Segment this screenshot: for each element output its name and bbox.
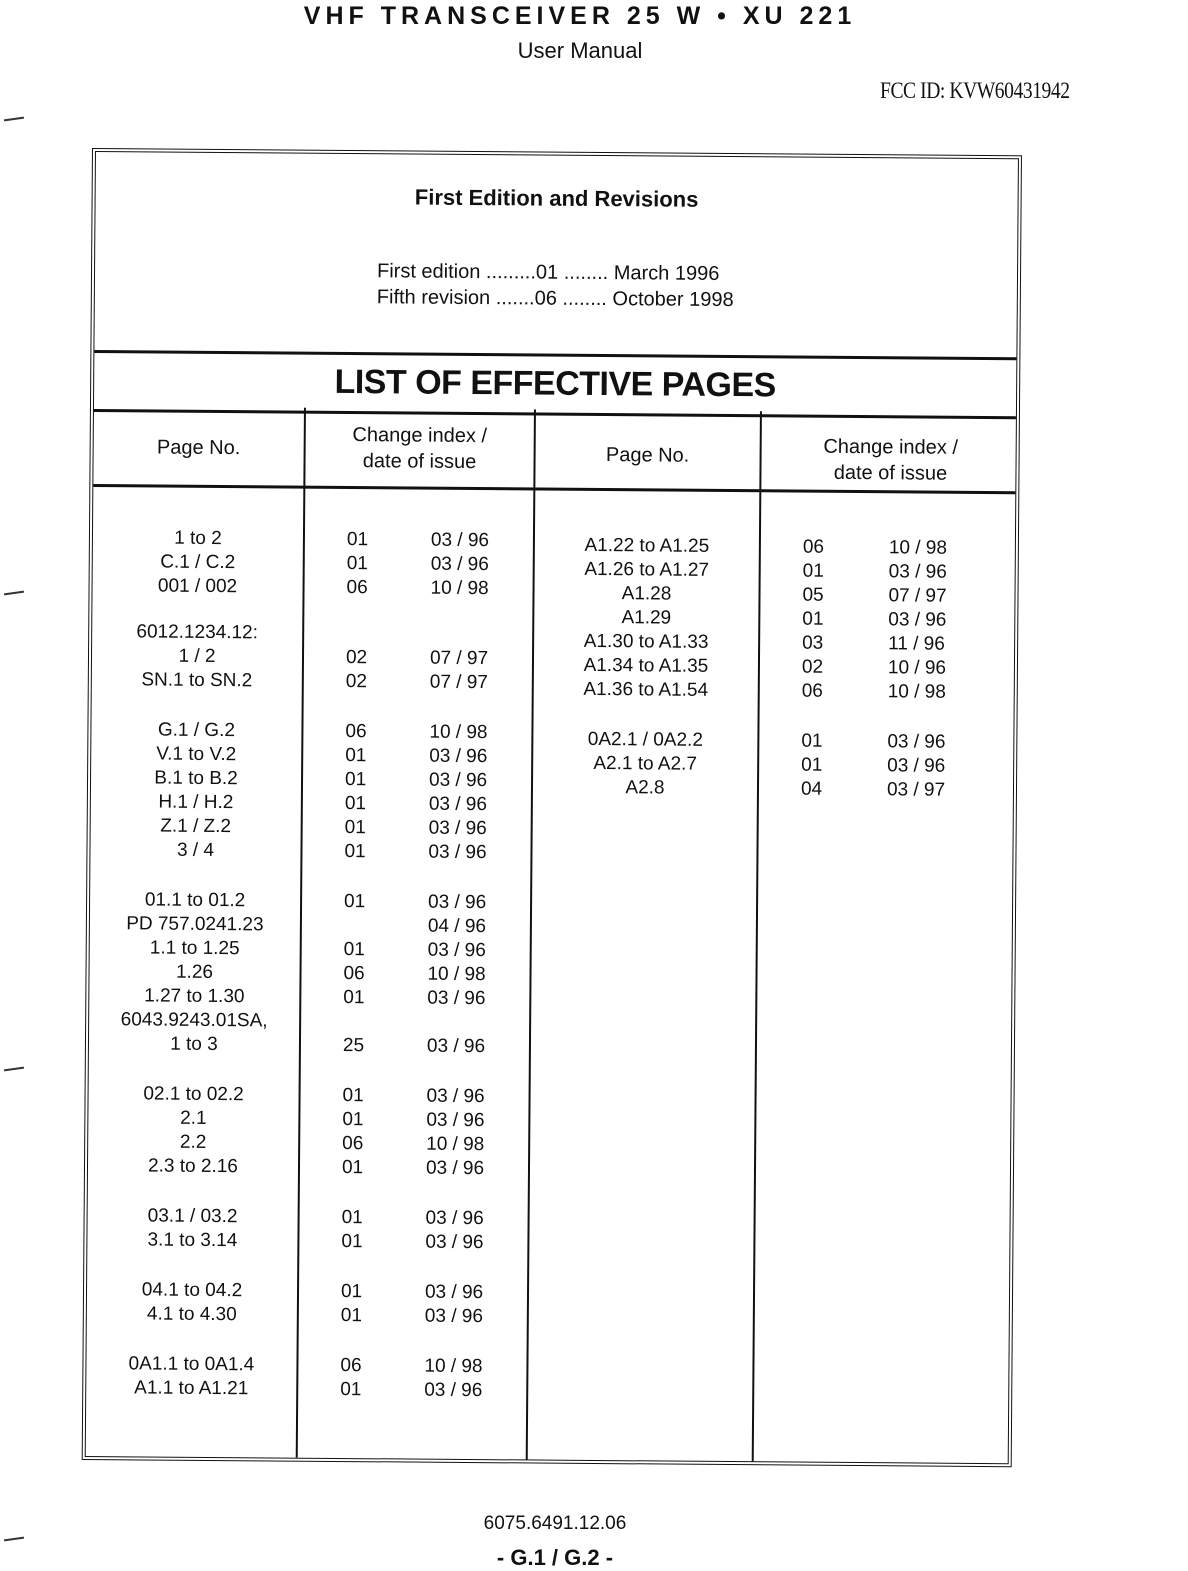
fcc-id: FCC ID: KVW60431942 bbox=[880, 78, 1070, 104]
left-entry-date: 03 / 96 bbox=[431, 553, 511, 578]
left-entry-date: 03 / 96 bbox=[426, 1085, 506, 1110]
revisions-heading: First Edition and Revisions bbox=[96, 182, 1018, 215]
left-entry-idx: 01 bbox=[341, 1230, 381, 1254]
left-entry-page: 1.1 to 1.25 bbox=[90, 936, 300, 962]
left-entry-page: PD 757.0241.23 bbox=[90, 912, 300, 938]
list-heading-box bbox=[94, 350, 1016, 419]
left-entry-date: 10 / 98 bbox=[424, 1355, 504, 1380]
right-entry-page: A1.28 bbox=[534, 581, 758, 607]
left-entry-page: B.1 to B.2 bbox=[91, 766, 301, 792]
left-entry-date: 03 / 96 bbox=[425, 1305, 505, 1330]
left-entry-idx: 01 bbox=[344, 938, 384, 962]
left-entry-idx: 01 bbox=[344, 890, 384, 914]
left-entry-date: 03 / 96 bbox=[429, 817, 509, 842]
left-entry-date: 03 / 96 bbox=[424, 1379, 504, 1404]
left-entry-date: 03 / 96 bbox=[426, 1109, 506, 1134]
left-entry-idx: 01 bbox=[345, 816, 385, 840]
left-entry-page: 03.1 / 03.2 bbox=[88, 1204, 298, 1230]
right-entry-idx: 05 bbox=[802, 584, 842, 608]
column-header-change-left: Change index / date of issue bbox=[305, 422, 533, 476]
right-entry-idx: 01 bbox=[803, 560, 843, 584]
left-entry-idx: 01 bbox=[347, 528, 387, 552]
revisions-section bbox=[94, 152, 1018, 357]
left-entry-idx: 01 bbox=[342, 1206, 382, 1230]
left-entry-date: 03 / 96 bbox=[431, 529, 511, 554]
left-entry-page: H.1 / H.2 bbox=[91, 790, 301, 816]
left-entry-date: 03 / 96 bbox=[429, 793, 509, 818]
right-entry-idx: 02 bbox=[802, 656, 842, 680]
right-entry-date: 11 / 96 bbox=[888, 632, 968, 657]
right-entry-idx: 06 bbox=[803, 536, 843, 560]
left-entry-date: 10 / 98 bbox=[427, 963, 507, 988]
left-entry-date: 03 / 96 bbox=[429, 769, 509, 794]
left-entry-page: 001 / 002 bbox=[92, 574, 302, 600]
left-entry-page: 4.1 to 4.30 bbox=[87, 1302, 297, 1328]
right-entry-date: 10 / 96 bbox=[888, 656, 968, 681]
left-entry-page: 0A1.1 to 0A1.4 bbox=[86, 1352, 296, 1378]
first-edition-line: First edition .........01 ........ March 1996 bbox=[377, 260, 720, 286]
right-entry-page: A2.8 bbox=[533, 775, 757, 801]
left-entry-page: V.1 to V.2 bbox=[91, 742, 301, 768]
margin-mark bbox=[4, 1537, 24, 1542]
left-entry-date: 03 / 96 bbox=[428, 939, 508, 964]
list-heading: LIST OF EFFECTIVE PAGES bbox=[94, 361, 1016, 407]
right-entry-date: 10 / 98 bbox=[888, 680, 968, 705]
left-entry-date: 03 / 96 bbox=[426, 1207, 506, 1232]
right-entry-page: A1.30 to A1.33 bbox=[534, 629, 758, 655]
left-entry-page: 1.27 to 1.30 bbox=[89, 984, 299, 1010]
left-entry-date bbox=[430, 623, 510, 624]
column-header-page-right: Page No. bbox=[536, 441, 760, 469]
left-entry-page: G.1 / G.2 bbox=[91, 718, 301, 744]
left-entry-page: 1 / 2 bbox=[92, 644, 302, 670]
left-entry-idx: 01 bbox=[342, 1108, 382, 1132]
left-entry-page: 3.1 to 3.14 bbox=[87, 1228, 297, 1254]
right-entry-idx: 01 bbox=[802, 608, 842, 632]
left-entry-date: 03 / 96 bbox=[428, 891, 508, 916]
left-entry-page: 1 to 3 bbox=[89, 1032, 299, 1058]
left-entry-page: 02.1 to 02.2 bbox=[88, 1082, 298, 1108]
left-entry-idx: 06 bbox=[343, 962, 383, 986]
left-entry-page: 1.26 bbox=[89, 960, 299, 986]
left-entry-idx: 01 bbox=[343, 986, 383, 1010]
left-entry-idx: 02 bbox=[346, 670, 386, 694]
left-entry-idx: 01 bbox=[345, 792, 385, 816]
margin-mark bbox=[4, 1067, 24, 1072]
left-entry-page: 2.3 to 2.16 bbox=[88, 1154, 298, 1180]
left-entry-idx: 01 bbox=[347, 552, 387, 576]
left-entry-date: 10 / 98 bbox=[429, 721, 509, 746]
right-entry-idx: 06 bbox=[802, 680, 842, 704]
left-entry-page: SN.1 to SN.2 bbox=[92, 668, 302, 694]
left-entry-date: 03 / 96 bbox=[429, 745, 509, 770]
left-entry-idx: 01 bbox=[342, 1084, 382, 1108]
left-entry-idx: 01 bbox=[344, 840, 384, 864]
right-entry-idx: 04 bbox=[801, 778, 841, 802]
right-entry-idx: 01 bbox=[801, 754, 841, 778]
right-entry-page: A1.36 to A1.54 bbox=[534, 677, 758, 703]
right-entry-date: 03 / 96 bbox=[889, 560, 969, 585]
right-entry-page: 0A2.1 / 0A2.2 bbox=[533, 727, 757, 753]
left-entry-idx: 01 bbox=[341, 1280, 381, 1304]
left-entry-date: 03 / 96 bbox=[426, 1157, 506, 1182]
left-entry-page: Z.1 / Z.2 bbox=[91, 814, 301, 840]
right-entry-page: A2.1 to A2.7 bbox=[533, 751, 757, 777]
left-entry-idx: 06 bbox=[340, 1354, 380, 1378]
right-entry-date: 03 / 96 bbox=[887, 730, 967, 755]
fifth-revision-line: Fifth revision .......06 ........ October 1998 bbox=[377, 286, 734, 312]
right-entry-date: 03 / 97 bbox=[887, 778, 967, 803]
left-entry-idx: 06 bbox=[346, 576, 386, 600]
page-label: - G.1 / G.2 - bbox=[0, 1545, 1110, 1571]
left-entry-date: 04 / 96 bbox=[428, 915, 508, 940]
left-entry-page: 3 / 4 bbox=[90, 838, 300, 864]
left-entry-date: 03 / 96 bbox=[428, 841, 508, 866]
left-entry-idx: 25 bbox=[343, 1034, 383, 1058]
left-entry-date: 03 / 96 bbox=[427, 1035, 507, 1060]
left-entry-idx: 01 bbox=[341, 1304, 381, 1328]
document-title: VHF TRANSCEIVER 25 W • XU 221 bbox=[0, 2, 1160, 31]
right-entry-page: A1.29 bbox=[534, 605, 758, 631]
right-entry-page: A1.34 to A1.35 bbox=[534, 653, 758, 679]
right-entry-page: A1.26 to A1.27 bbox=[535, 557, 759, 583]
left-entry-date: 03 / 96 bbox=[427, 987, 507, 1012]
left-entry-date: 03 / 96 bbox=[425, 1281, 505, 1306]
left-entry-idx: 01 bbox=[342, 1156, 382, 1180]
left-entry-page: 2.2 bbox=[88, 1130, 298, 1156]
left-entry-page: C.1 / C.2 bbox=[93, 550, 303, 576]
right-entry-page: A1.22 to A1.25 bbox=[535, 533, 759, 559]
left-entry-page: 1 to 2 bbox=[93, 526, 303, 552]
column-header-change-right: Change index / date of issue bbox=[761, 433, 1019, 487]
left-entry-date: 10 / 98 bbox=[430, 577, 510, 602]
left-entry-page: 01.1 to 01.2 bbox=[90, 888, 300, 914]
left-entry-idx: 06 bbox=[345, 720, 385, 744]
document-subtitle: User Manual bbox=[0, 38, 1160, 64]
left-entry-idx: 01 bbox=[345, 744, 385, 768]
right-entry-date: 03 / 96 bbox=[888, 608, 968, 633]
left-entry-idx: 02 bbox=[346, 646, 386, 670]
right-entry-date: 07 / 97 bbox=[888, 584, 968, 609]
left-entry-page: 6012.1234.12: bbox=[92, 620, 302, 646]
right-entry-idx: 03 bbox=[802, 632, 842, 656]
effective-pages-frame bbox=[82, 148, 1022, 1467]
left-entry-date: 07 / 97 bbox=[430, 647, 510, 672]
left-entry-idx: 06 bbox=[342, 1132, 382, 1156]
margin-mark bbox=[4, 117, 24, 122]
right-entry-date: 03 / 96 bbox=[887, 754, 967, 779]
left-entry-idx: 01 bbox=[345, 768, 385, 792]
margin-mark bbox=[4, 591, 24, 596]
right-entry-idx: 01 bbox=[801, 730, 841, 754]
document-number: 6075.6491.12.06 bbox=[0, 1513, 1110, 1535]
left-entry-date: 03 / 96 bbox=[425, 1231, 505, 1256]
left-entry-page: A1.1 to A1.21 bbox=[86, 1376, 296, 1402]
left-entry-idx: 01 bbox=[340, 1378, 380, 1402]
left-entry-page: 6043.9243.01SA, bbox=[89, 1008, 299, 1034]
left-entry-date: 07 / 97 bbox=[430, 671, 510, 696]
left-entry-date: 10 / 98 bbox=[426, 1133, 506, 1158]
left-entry-page: 2.1 bbox=[88, 1106, 298, 1132]
column-header-page-left: Page No. bbox=[94, 434, 304, 462]
right-entry-date: 10 / 98 bbox=[889, 536, 969, 561]
left-entry-page: 04.1 to 04.2 bbox=[87, 1278, 297, 1304]
